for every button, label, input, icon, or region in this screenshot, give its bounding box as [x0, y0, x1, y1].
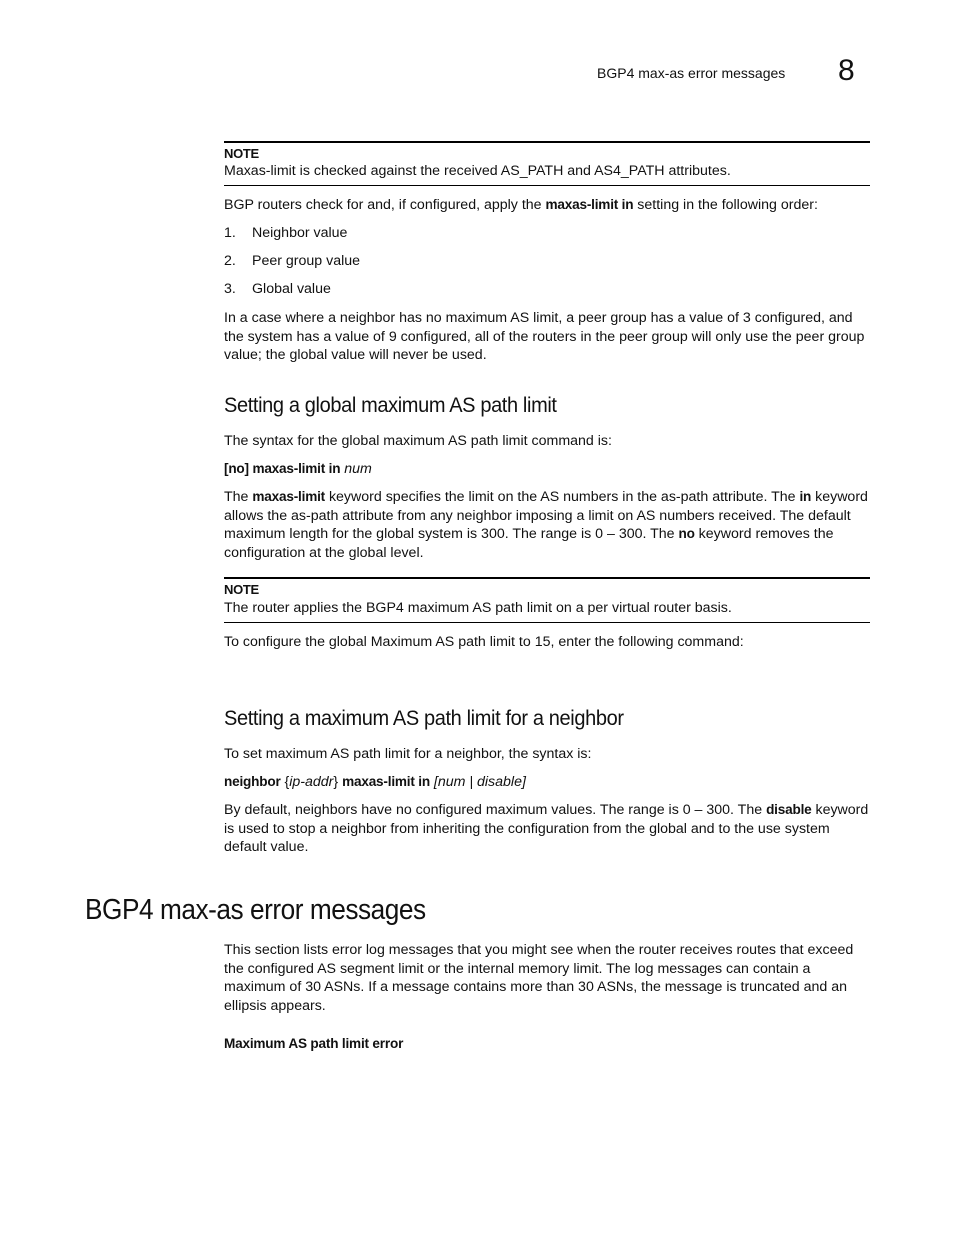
intro-text-pre: BGP routers check for and, if configured, apply the	[224, 197, 546, 213]
errors-paragraph: This section lists error log messages that you might see when the router receives routes that exceed the configured AS segment limit or the internal memory limit. The log messages can contain a maximum of 30 ASNs. If a message contains more than 30 ASNs, the message is truncated and an ellipsis appears.	[224, 942, 854, 1014]
section-heading-neighbor: Setting a maximum AS path limit for a neighbor	[224, 706, 624, 730]
intro-paragraph	[224, 196, 870, 214]
note-text: Maxas-limit is checked against the received AS_PATH and AS4_PATH attributes.	[224, 163, 731, 179]
note-top-rule	[224, 577, 870, 579]
desc-keyword-no: no	[678, 526, 695, 542]
global-syntax	[224, 460, 870, 478]
syntax-variable-ip-addr: ip-addr	[289, 774, 334, 790]
desc-text: keyword is used to stop a neighbor from inheriting the configuration from the global and to the use system default value.	[224, 802, 869, 856]
syntax-keyword-maxas-limit: maxas-limit in	[342, 774, 430, 789]
desc-text: keyword specifies the limit on the AS numbers in the as-path attribute. The	[325, 489, 800, 505]
list-item	[224, 252, 360, 270]
intro-keyword: maxas-limit in	[545, 197, 634, 212]
syntax-punct: {	[280, 774, 290, 790]
note-text: The router applies the BGP4 maximum AS path limit on a per virtual router basis.	[224, 600, 732, 616]
syntax-keyword-neighbor: neighbor	[224, 774, 281, 789]
desc-keyword-in: in	[799, 489, 812, 504]
subheading-max-as-error: Maximum AS path limit error	[224, 1036, 404, 1051]
note-label: NOTE	[224, 146, 259, 161]
desc-keyword-disable: disable	[766, 802, 812, 817]
list-item-label: Peer group value	[252, 253, 361, 269]
note-label: NOTE	[224, 582, 259, 597]
neighbor-syntax-intro: To set maximum AS path limit for a neighbor, the syntax is:	[224, 746, 592, 762]
global-syntax-keyword: [no] maxas-limit in	[224, 461, 341, 476]
desc-keyword-maxas-limit: maxas-limit	[252, 489, 325, 504]
desc-text: keyword allows the as-path attribute from any neighbor imposing a limit on AS numbers received. The default maximum length for the global system is 300. The range is 0 – 300. The	[224, 489, 868, 543]
neighbor-syntax	[224, 773, 870, 791]
desc-text: keyword removes the configuration at the global level.	[224, 526, 834, 561]
syntax-variable-options: [num | disable]	[433, 774, 526, 790]
note-top-rule	[224, 141, 870, 143]
list-item-number: 1.	[224, 225, 236, 241]
note-bottom-rule	[224, 622, 870, 623]
note-bottom-rule	[224, 185, 870, 186]
intro-text-post: setting in the following order:	[633, 197, 818, 213]
list-item	[224, 280, 331, 298]
list-item	[224, 224, 347, 242]
global-syntax-intro: The syntax for the global maximum AS path limit command is:	[224, 433, 612, 449]
running-header-title: BGP4 max-as error messages	[597, 65, 786, 81]
syntax-punct: }	[333, 774, 343, 790]
list-item-number: 3.	[224, 281, 236, 297]
global-syntax-variable: num	[344, 461, 372, 477]
list-item-number: 2.	[224, 253, 236, 269]
desc-text: The	[224, 489, 253, 505]
configure-instruction: To configure the global Maximum AS path limit to 15, enter the following command:	[224, 634, 744, 650]
list-item-label: Global value	[252, 281, 331, 297]
neighbor-description	[224, 801, 870, 857]
list-item-label: Neighbor value	[252, 225, 348, 241]
desc-text: By default, neighbors have no configured maximum values. The range is 0 – 300. The	[224, 802, 767, 818]
section-heading-errors: BGP4 max-as error messages	[85, 894, 426, 926]
example-paragraph: In a case where a neighbor has no maximum AS limit, a peer group has a value of 3 configured, and the system has a value of 9 configured, all of the routers in the peer group will only use the peer group value; the global value will never be used.	[224, 310, 865, 364]
chapter-number: 8	[838, 54, 855, 87]
global-description	[224, 488, 870, 562]
section-heading-global: Setting a global maximum AS path limit	[224, 393, 557, 417]
